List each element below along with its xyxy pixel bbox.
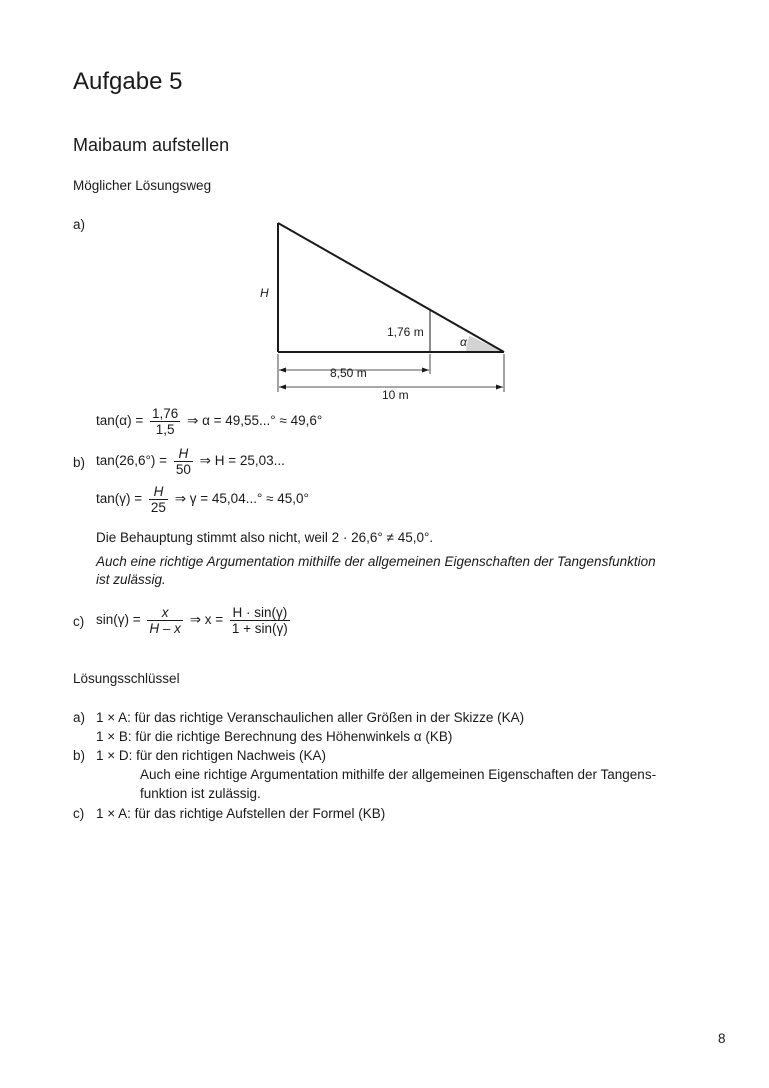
key-a-label: a) [73,710,86,725]
key-b-label: b) [73,748,86,763]
key-c-line1: 1 × A: für das richtige Aufstellen der Formel (KB) [96,806,386,821]
equation-c [96,605,293,636]
equation-b2 [96,484,309,515]
eq-b2-rhs: ⇒ γ = 45,04...° ≈ 45,0° [174,491,309,507]
part-b-label: b) [73,455,86,470]
eq-b2-num: H [149,484,168,500]
eq-c-mid: ⇒ x = [189,612,224,628]
eq-b1-num: H [174,446,193,462]
dim-850-arrow-right [422,368,429,373]
eq-c-num1: x [147,605,183,621]
key-a-line1: 1 × A: für das richtige Veranschaulichen aller Größen in der Skizze (KA) [96,710,525,725]
eq-b1-rhs: ⇒ H = 25,03... [199,453,285,469]
eq-c-lhs: sin(γ) = [96,612,141,628]
eq-b2-lhs: tan(γ) = [96,491,143,507]
eq-b1-den: 50 [175,462,191,477]
key-b-line1: 1 × D: für den richtigen Nachweis (KA) [96,748,326,763]
key-a-line2: 1 × B: für die richtige Berechnung des Höhenwinkels α (KB) [96,729,453,744]
dim-850-arrow-left [279,368,286,373]
b-note-line1: Auch eine richtige Argumentation mithilfe der allgemeinen Eigenschaften der Tangensfunktion [96,554,656,569]
dim-10-arrow-right [496,385,503,390]
eq-a-lhs: tan(α) = [96,413,144,429]
key-b-line3: funktion ist zulässig. [140,786,261,801]
page-number: 8 [718,1031,726,1046]
equation-b1 [96,446,285,477]
b-note-line2: ist zulässig. [96,572,166,587]
dim-10-arrow-left [279,385,286,390]
eq-c-den1: H – x [149,621,181,636]
eq-b1-lhs: tan(26,6°) = [96,453,168,469]
eq-b2-den: 25 [150,500,166,515]
label-alpha: α [460,335,467,349]
eq-a-num: 1,76 [151,406,179,421]
label-H: H [260,286,269,300]
label-850: 8,50 m [330,366,367,380]
label-176: 1,76 m [387,325,424,339]
triangle-diagram [0,0,769,420]
key-title: Lösungsschlüssel [73,671,180,686]
equation-a [96,406,322,437]
key-b-line2: Auch eine richtige Argumentation mithilfe der allgemeinen Eigenschaften der Tangens- [140,767,657,782]
part-a-label: a) [73,217,86,232]
page-heading: Aufgabe 5 [73,68,183,95]
b-statement: Die Behauptung stimmt also nicht, weil 2 · 26,6° ≠ 45,0°. [96,530,434,545]
eq-a-rhs: ⇒ α = 49,55...° ≈ 49,6° [187,413,323,429]
eq-a-den: 1,5 [155,422,175,437]
eq-c-num2: H · sin(γ) [230,605,290,621]
eq-c-den2: 1 + sin(γ) [231,621,288,636]
solution-subtitle: Möglicher Lösungsweg [73,178,212,193]
key-c-label: c) [73,806,85,821]
part-c-label: c) [73,614,85,629]
label-10: 10 m [382,388,409,402]
task-title: Maibaum aufstellen [73,135,230,155]
